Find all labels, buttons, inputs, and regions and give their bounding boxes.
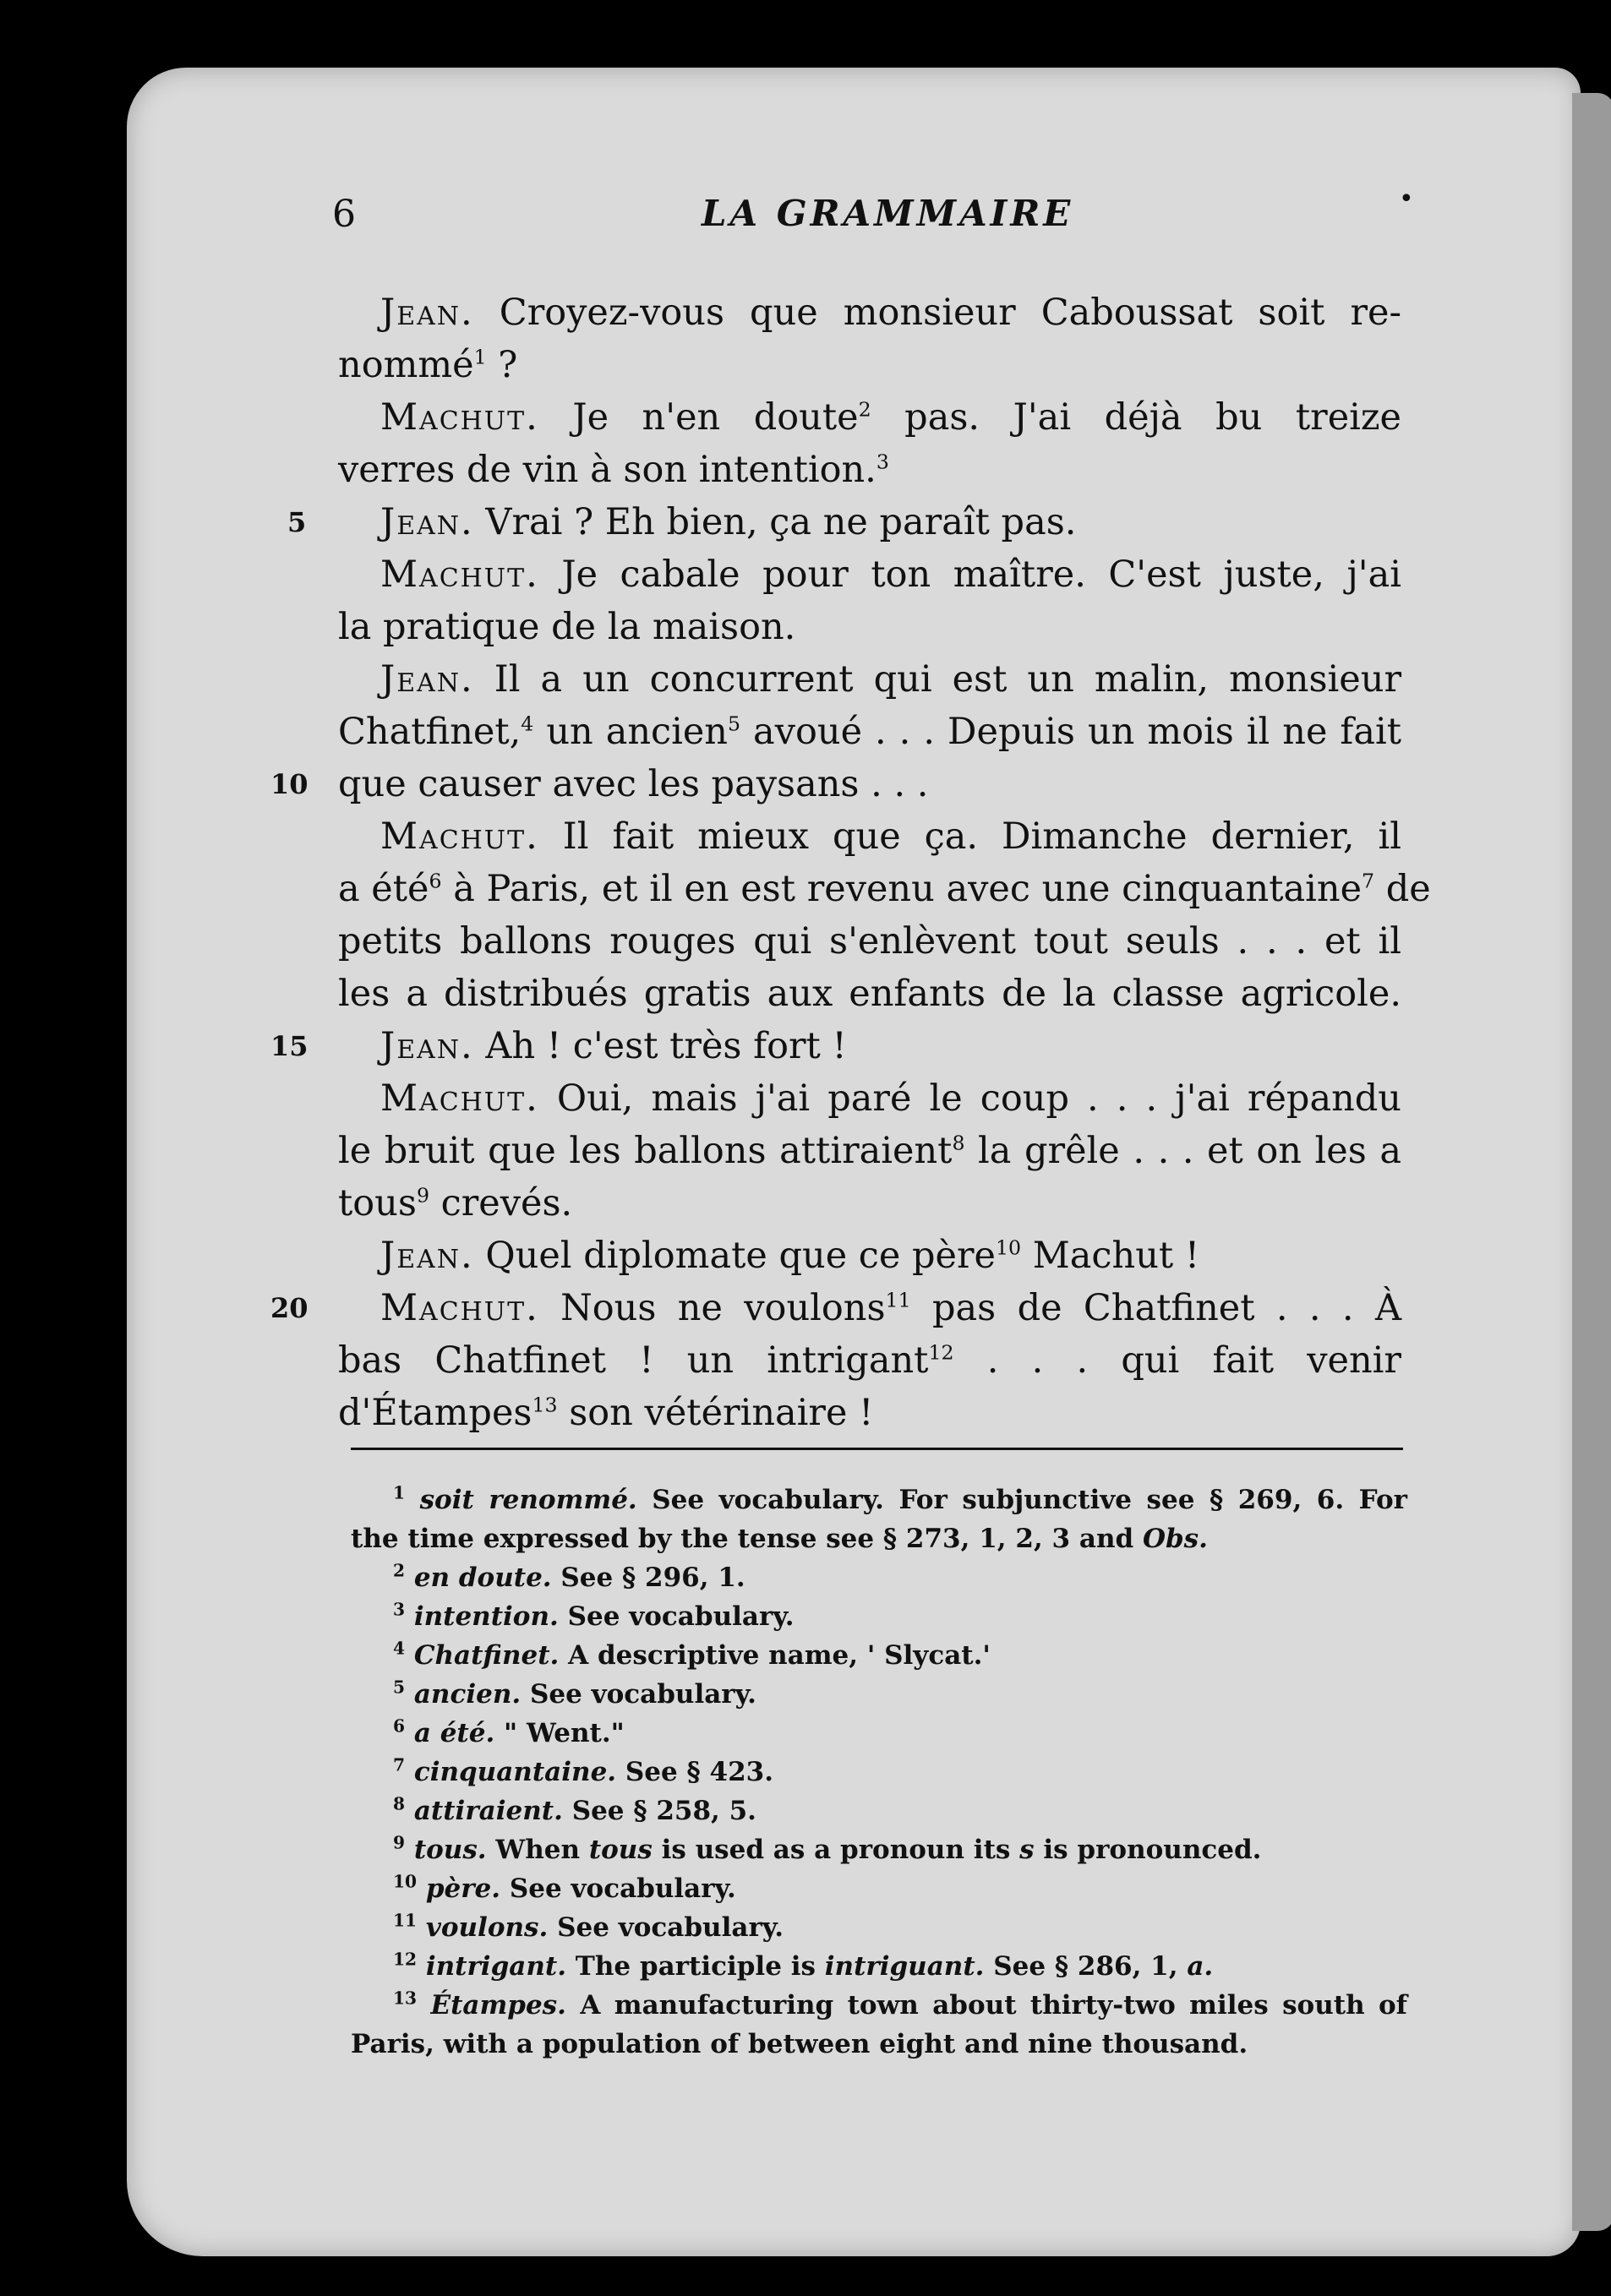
footnote-term: Obs. [1142,1524,1208,1554]
footnote-term: intrigant. [425,1951,566,1982]
speaker-name: Jean. [380,1025,474,1067]
footnote-marker: 3 [393,1599,406,1620]
footnote-marker: 9 [416,1183,429,1208]
text-line [338,549,1401,600]
footnote-term: tous. [413,1835,487,1865]
footnote-term: Chatfinet. [413,1640,560,1671]
footnote-marker: 7 [1362,869,1375,893]
text-line [338,1178,1401,1229]
text-line [338,968,1401,1019]
footnote-term: s [1019,1835,1035,1865]
page-number: 6 [332,193,356,236]
footnote [351,2025,1407,2064]
footnote [351,1986,1407,2025]
speaker-name: Machut. [380,1287,539,1329]
line-text: pas. J'ai déjà bu treize [871,396,1401,439]
footnote-text: When [495,1835,589,1865]
text-line [338,1335,1401,1386]
footnote [351,1636,1407,1675]
footnote-term: ancien. [413,1679,522,1710]
footnote-text: Paris, with a population of between eight and nine thousand. [351,2029,1248,2059]
footnote-marker: 8 [952,1131,965,1155]
line-text: que causer avec les paysans . . . [338,763,929,805]
text-line [338,654,1401,705]
footnote-marker: 4 [393,1638,406,1659]
footnote-text: See vocabulary. [567,1601,795,1632]
footnote-marker: 12 [393,1949,418,1970]
speaker-name: Machut. [380,815,539,858]
text-line [338,444,1401,495]
footnote-term: intention. [413,1601,559,1632]
text-line [287,497,1401,548]
footnote-text: See vocabulary. [509,1873,736,1904]
text-line [338,864,1431,914]
line-text: . . . qui fait venir [953,1339,1401,1382]
line-text: le bruit que les ballons attiraient [338,1130,953,1172]
footnote-marker: 1 [473,345,487,369]
footnote-text: " Went." [504,1718,625,1748]
footnote [351,1714,1407,1753]
footnote-term: voulons. [425,1912,549,1943]
footnote-text: See § 258, 5. [571,1796,756,1826]
text-line [338,1073,1401,1124]
text-line [338,602,1401,652]
speaker-name: Machut. [380,396,539,439]
text-line [338,392,1401,443]
footnote-text: A descriptive name, ' Slycat.' [568,1640,991,1671]
footnote-marker: 4 [521,712,534,736]
footnote-term: a. [1187,1951,1214,1982]
footnote [351,1558,1407,1597]
line-text: la pratique de la maison. [338,606,796,648]
line-text: tous [338,1182,417,1224]
text-line [338,340,1401,390]
footnote [351,1675,1407,1714]
footnote-rule [351,1448,1403,1450]
text-line [338,1126,1401,1176]
footnote-text: is pronounced. [1034,1835,1262,1865]
text-line [270,1021,1401,1072]
footnote-marker: 10 [393,1871,418,1892]
line-text: a été [338,868,429,910]
line-text: Nous ne voulons [560,1287,886,1329]
line-text: Chatfinet, [338,711,522,753]
footnote-marker: 11 [393,1910,418,1931]
line-text: Je n'en doute [572,396,859,439]
line-text: ? [486,344,518,386]
footnote-text: See vocabulary. For subjunctive see § 269, 6. For [652,1485,1407,1515]
line-text: Vrai ? Eh bien, ça ne paraît pas. [485,501,1077,543]
line-text: avoué . . . Depuis un mois il ne fait [740,711,1402,753]
footnote-term: Étampes. [430,1990,566,2021]
footnote-marker: 6 [429,869,442,893]
footnote [351,1908,1407,1947]
footnote-term: a été. [413,1718,495,1748]
line-text: à Paris, et il en est revenu avec une cinquantaine [441,868,1363,910]
footnote-text: is used as a pronoun its [652,1835,1020,1865]
footnote-marker: 10 [995,1235,1022,1260]
line-number: 10 [270,768,309,800]
line-text: nommé [338,344,474,386]
line-text: son vétérinaire ! [557,1392,874,1434]
footnote [351,1753,1407,1792]
speaker-name: Jean. [380,292,474,334]
line-text: Ah ! c'est très fort ! [485,1025,847,1067]
line-text: Il a un concurrent qui est un malin, monsieur [494,658,1401,701]
footnote-text: See vocabulary. [557,1912,784,1943]
footnote-marker: 11 [885,1288,911,1312]
speaker-name: Machut. [380,554,539,596]
footnote [351,1792,1407,1830]
footnote-term: cinquantaine. [413,1757,617,1787]
text-line [338,287,1401,338]
footnote-marker: 2 [393,1560,406,1581]
footnote [351,1869,1407,1908]
line-text: Quel diplomate que ce père [485,1235,996,1277]
line-text: Oui, mais j'ai paré le coup . . . j'ai répandu [556,1077,1401,1120]
line-text: Il fait mieux que ça. Dimanche dernier, il [562,815,1401,858]
footnote [351,1597,1407,1636]
line-text: les a distribués gratis aux enfants de la classe agricole. [338,973,1401,1015]
line-number: 5 [287,506,307,538]
line-text: Je cabale pour ton maître. C'est juste, j'ai [561,554,1402,596]
footnote-marker: 13 [532,1393,558,1417]
footnote-term: soit renommé. [419,1485,637,1515]
line-text: un ancien [533,711,729,753]
footnote [351,1947,1407,1986]
text-line [338,1230,1401,1281]
line-text: crevés. [429,1182,573,1224]
footnote-marker: 7 [393,1754,406,1775]
text-line [338,916,1401,967]
footnote-marker: 5 [393,1677,406,1698]
footnote [351,1519,1407,1558]
footnote-marker: 13 [393,1988,418,2009]
footnote-marker: 12 [928,1340,954,1365]
print-speck: • [1399,184,1414,214]
footnote-term: en doute. [413,1562,552,1593]
footnote-text: See § 296, 1. [560,1562,745,1593]
speaker-name: Machut. [380,1077,539,1120]
footnote-marker: 9 [393,1832,406,1853]
line-text: la grêle . . . et on les a [964,1130,1401,1172]
line-number: 20 [270,1292,309,1324]
line-text: Croyez-vous que monsieur Caboussat soit re- [499,292,1402,334]
line-text: petits ballons rouges qui s'enlèvent tout seuls . . . et il [338,920,1401,963]
line-text: pas de Chatfinet . . . À [910,1287,1401,1329]
footnote-term: père. [425,1873,501,1904]
line-text: verres de vin à son intention. [338,449,876,491]
text-line [270,1283,1401,1333]
footnote-term: intriguant. [824,1951,985,1982]
footnote-text: the time expressed by the tense see § 273, 1, 2, 3 and [351,1524,1143,1554]
footnote [351,1481,1407,1519]
speaker-name: Jean. [380,1235,474,1277]
speaker-name: Jean. [380,658,474,701]
text-line [338,706,1401,757]
footnote-text: See vocabulary. [529,1679,756,1710]
line-text: bas Chatfinet ! un intrigant [338,1339,929,1382]
footnote-text: A manufacturing town about thirty-two miles south of [580,1990,1408,2021]
footnote-marker: 5 [728,712,741,736]
footnote [351,1830,1407,1869]
footnote-marker: 2 [858,397,871,422]
footnote-text: The participle is [575,1951,825,1982]
footnote-term: tous [588,1835,653,1865]
line-text: Machut ! [1021,1235,1200,1277]
footnote-marker: 6 [393,1715,406,1737]
text-line [338,811,1401,862]
running-title: LA GRAMMAIRE [702,193,1074,234]
line-text: d'Étampes [338,1392,532,1434]
speaker-name: Jean. [380,501,474,543]
footnote-marker: 1 [393,1482,406,1503]
footnote-term: attiraient. [413,1796,563,1826]
text-line [338,1388,1401,1438]
footnote-text: See § 286, 1, [984,1951,1188,1982]
text-line [270,759,1401,810]
footnote-marker: 3 [876,450,889,474]
line-number: 15 [270,1030,309,1062]
footnote-marker: 8 [393,1793,406,1814]
footnote-text: See § 423. [625,1757,774,1787]
line-text: de [1374,868,1431,910]
page-edge [1572,93,1611,2231]
